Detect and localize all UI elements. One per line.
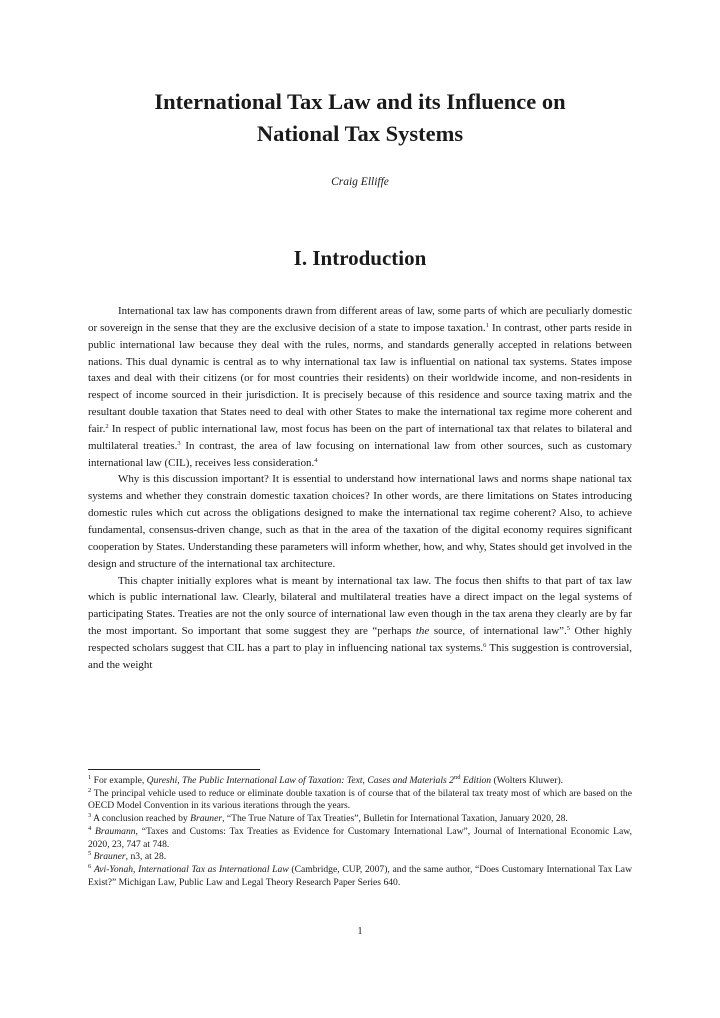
p1-text-2: In contrast, other parts reside in public international law because they deal with the rules, norms, and standards generally accepted in relations between nations. This dual dynamic is central as to why international tax law is influential on national tax systems. States impose taxes and deal with their citizens (or for most countries their residents) on their worldwide income, and non-residents in respect of income sourced in their jurisdiction. It is precisely because of this residence and source taxing matrix and the resultant double taxation that States need to deal with other States to make the international tax regime more coherent and fair. bbox=[88, 321, 632, 435]
footnote-text: A conclusion reached by bbox=[91, 813, 191, 825]
footnote-4 bbox=[88, 826, 632, 851]
footnote-ref-1[interactable]: 1 bbox=[485, 321, 489, 329]
footnote-text: The principal vehicle used to reduce or eliminate double taxation is of course that of the bilateral tax treaty most of which are based on the OECD Model Convention in its various iterations through the years. bbox=[88, 787, 632, 812]
footnotes-list bbox=[88, 775, 632, 889]
footnote-author: Brauner bbox=[93, 851, 126, 863]
author-name: Craig Elliffe bbox=[331, 176, 389, 188]
footnote-number: 4 bbox=[88, 824, 92, 832]
footnote-text: , “The True Nature of Tax Treaties”, Bulletin for International Taxation, January 2020, 28. bbox=[222, 813, 568, 825]
footnote-text: , n3, at 28. bbox=[125, 851, 167, 863]
footnote-citation: Qureshi, The Public International Law of Taxation: Text, Cases and Materials 2 bbox=[146, 775, 454, 786]
page-number: 1 bbox=[357, 926, 363, 937]
footnote-text: For example, bbox=[91, 775, 147, 786]
footnote-divider bbox=[88, 769, 260, 770]
footnote-6 bbox=[88, 864, 632, 889]
p3-emphasis: the bbox=[415, 625, 430, 638]
p1-text-1: International tax law has components drawn from different areas of law, some parts of which are peculiarly domestic or sovereign in the sense that they are the exclusive decision of a state to impose taxation. bbox=[88, 305, 632, 334]
body-text bbox=[88, 303, 632, 674]
p3-text-3: Other highly respected scholars suggest that CIL has a part to play in influencing national tax systems. bbox=[88, 625, 633, 654]
p3-text-4: This suggestion is controversial, and the weight bbox=[88, 641, 633, 671]
footnote-number: 1 bbox=[88, 774, 92, 781]
title-line-1: International Tax Law and its Influence on bbox=[154, 89, 566, 114]
footnote-number: 6 bbox=[88, 862, 92, 870]
footnote-ref-5[interactable]: 5 bbox=[566, 625, 570, 633]
p3-text-2: source, of international law”. bbox=[429, 625, 567, 638]
p1-text-4: In contrast, the area of law focusing on international law from other sources, such as customary international law (CIL), receives less consideration. bbox=[88, 439, 632, 469]
footnote-text: (Cambridge, CUP, 2007), and the same author, “Does Customary International Tax Law Exist?” Michigan Law, Public Law and Legal Theory Research Paper Series 640. bbox=[88, 863, 632, 888]
footnote-author: Brauner bbox=[190, 813, 223, 825]
document-title bbox=[100, 86, 620, 150]
section-heading: I. Introduction bbox=[293, 246, 427, 270]
footnote-3 bbox=[88, 813, 632, 826]
footnote-citation-edition: Edition bbox=[460, 775, 492, 786]
footnote-citation: Avi-Yonah, International Tax as International Law bbox=[93, 863, 289, 875]
footnote-text: , “Taxes and Customs: Tax Treaties as Evidence for Customary International Law”, Journal of International Economic Law, 2020, 23, 747 at 748. bbox=[88, 825, 632, 850]
p3-text-1: This chapter initially explores what is meant by international tax law. The focus then shifts to that part of tax law which is public international law. Clearly, bilateral and multilateral treaties have a direct impact on the legal systems of participating States. Treaties are not the only source of international law even though in the tax arena they clearly are by far the most important. So important that some suggest they are “perhaps bbox=[88, 574, 632, 638]
footnote-5 bbox=[88, 851, 632, 864]
footnote-number: 3 bbox=[88, 812, 92, 820]
footnote-number: 5 bbox=[88, 850, 92, 858]
footnote-superscript: nd bbox=[453, 774, 461, 781]
p1-text-3: In respect of public international law, most focus has been on the part of international tax that relates to bilateral and multilateral treaties. bbox=[88, 422, 632, 452]
footnote-ref-3[interactable]: 3 bbox=[177, 439, 181, 447]
footnote-number: 2 bbox=[88, 786, 92, 794]
footnote-text: (Wolters Kluwer). bbox=[491, 775, 564, 786]
footnote-ref-4[interactable]: 4 bbox=[314, 456, 318, 464]
paragraph-2: Why is this discussion important? It is essential to understand how international laws and norms shape national tax systems and whether they constrain domestic taxation choices? In other words, are there limitations on States introducing domestic rules which cut across the obligations designed to make the international tax regime coherent? Also, to achieve fundamental, consensus-driven change, such as that in the area of the taxation of the digital economy requires significant cooperation by States. Understanding these parameters will inform whether, how, and why, States should get involved in the design and structure of the international tax architecture. bbox=[88, 473, 632, 570]
paragraph-1 bbox=[88, 303, 632, 471]
footnote-2 bbox=[88, 788, 632, 813]
footnote-ref-6[interactable]: 6 bbox=[483, 641, 487, 649]
paragraph-3 bbox=[88, 573, 632, 674]
title-line-2: National Tax Systems bbox=[256, 121, 464, 146]
footnote-1 bbox=[88, 775, 632, 788]
footnote-author: Braumann bbox=[95, 825, 136, 837]
footnote-ref-2[interactable]: 2 bbox=[105, 422, 109, 430]
